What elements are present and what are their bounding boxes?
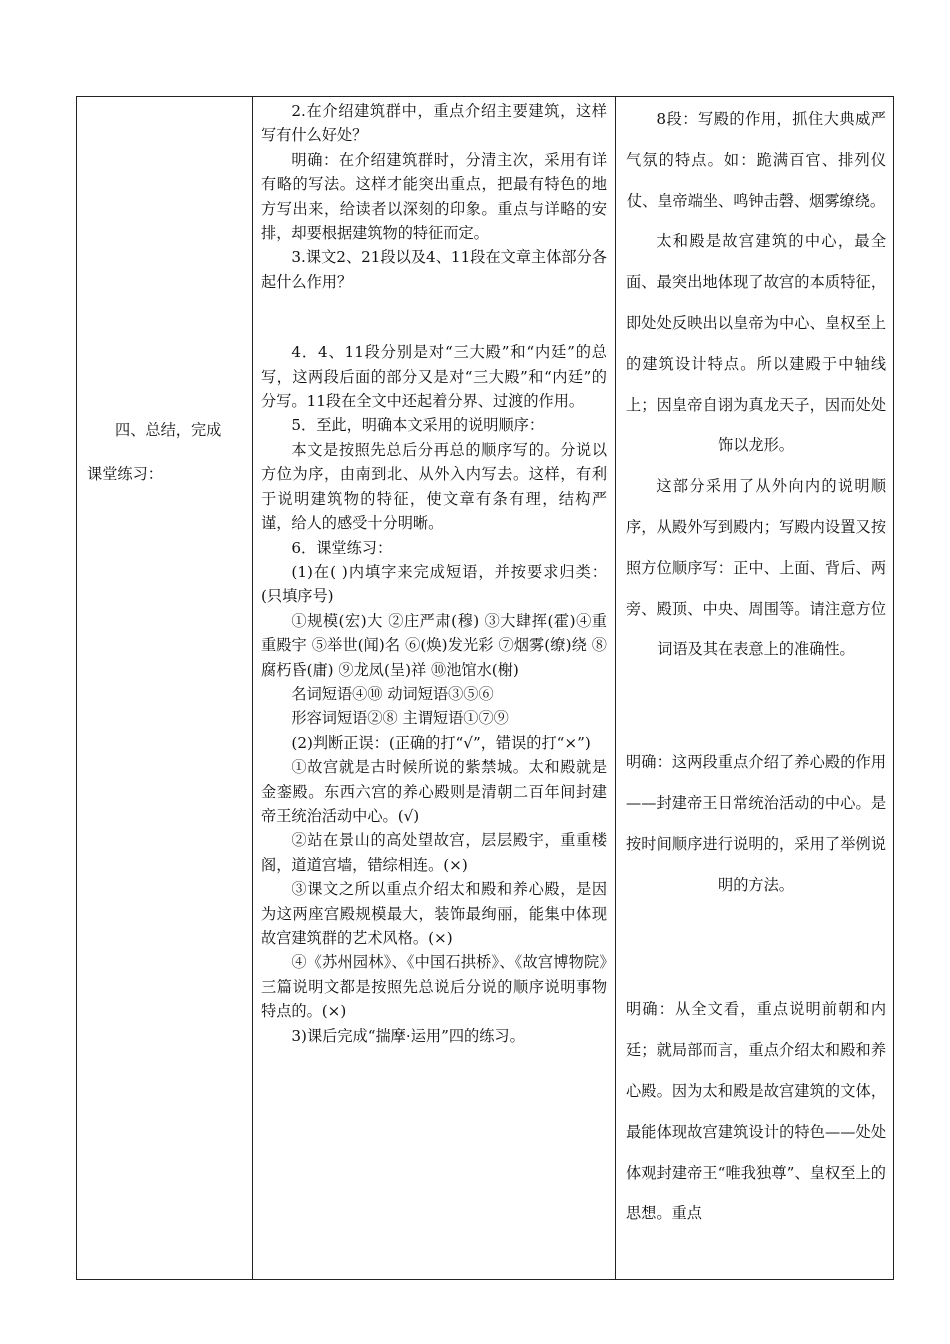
content-paragraph: 3.课文2、21段以及4、11段在文章主体部分各起什么作用？ — [261, 248, 607, 291]
content-paragraph: 名词短语④⑩ 动词短语③⑤⑥ — [291, 684, 494, 703]
content-paragraph: 4．4、11段分别是对“三大殿”和“内廷”的总写，这两段后面的部分又是对“三大殿”和“内廷”的分写。11段在全文中还起着分界、过渡的作用。 — [261, 343, 607, 411]
note-paragraph: 明确：这两段重点介绍了养心殿的作用——封建帝王日常统治活动的中心。是按时间顺序进行说明的，采用了举例说明的方法。 — [626, 753, 886, 894]
section-label-line1: 四、总结，完成 — [115, 421, 222, 439]
content-paragraph: 6．课堂练习： — [291, 538, 393, 557]
note-paragraph: 太和殿是故宫建筑的中心，最全面、最突出地体现了故宫的本质特征，即处处反映出以皇帝为中心、皇权至上的建筑设计特点。所以建殿于中轴线上；因皇帝自诩为真龙天子，因而处处饰以龙形。 — [626, 232, 886, 455]
content-paragraph: 2.在介绍建筑群中，重点介绍主要建筑，这样写有什么好处？ — [261, 102, 607, 145]
content-paragraph: ①故宫就是古时候所说的紫禁城。太和殿就是金銮殿。东西六宫的养心殿则是清朝二百年间封建帝王统治活动中心。(√) — [261, 758, 607, 825]
content-paragraph: 形容词短语②⑧ 主谓短语①⑦⑨ — [291, 709, 509, 728]
content-paragraph: (2)判断正误：(正确的打“√”，错误的打“×”) — [291, 733, 591, 752]
note-paragraph: 明确：从全文看，重点说明前朝和内廷；就局部而言，重点介绍太和殿和养心殿。因为太和殿是故宫建筑的文体，最能体现故宫建筑设计的特色——处处体观封建帝王“唯我独尊”、皇权至上的思想。重点 — [626, 1000, 886, 1223]
content-paragraph: ④《苏州园林》、《中国石拱桥》、《故宫博物院》三篇说明文都是按照先总说后分说的顺序说明事物特点的。(×) — [261, 953, 607, 1021]
section-column — [77, 97, 252, 1279]
section-label-line2: 课堂练习： — [87, 465, 163, 483]
lesson-table — [76, 96, 894, 1280]
content-paragraph: 本文是按照先总后分再总的顺序写的。分说以方位为序，由南到北、从外入内写去。这样，有利于说明建筑物的特征，使文章有条有理，结构严谨，给人的感受十分明晰。 — [261, 440, 607, 533]
teaching-content-column — [253, 97, 615, 1279]
content-paragraph: ③课文之所以重点介绍太和殿和养心殿，是因为这两座宫殿规模最大，装饰最绚丽，能集中体现故宫建筑群的艺术风格。(×) — [261, 880, 607, 947]
note-paragraph: 8段：写殿的作用，抓住大典威严气氛的特点。如：跪满百官、排列仪仗、皇帝端坐、鸣钟击磬、烟雾缭绕。 — [626, 110, 886, 210]
content-paragraph: ①规模(宏)大 ②庄严肃(穆) ③大肆挥(霍)④重重殿宇 ⑤举世(闻)名 ⑥(焕)发光彩 ⑦烟雾(缭)绕 ⑧腐朽昏(庸) ⑨龙凤(呈)祥 ⑩池馆水(榭) — [261, 611, 607, 679]
content-paragraph: ②站在景山的高处望故宫，层层殿宇，重重楼阁，道道宫墙，错综相连。(×) — [261, 831, 607, 874]
notes-column — [616, 97, 894, 1279]
content-paragraph: 3)课后完成“揣摩·运用”四的练习。 — [291, 1026, 525, 1045]
content-paragraph: 明确：在介绍建筑群时，分清主次，采用有详有略的写法。这样才能突出重点，把最有特色的地方写出来，给读者以深刻的印象。重点与详略的安排，却要根据建筑物的特征而定。 — [261, 150, 607, 243]
content-paragraph: 5．至此，明确本文采用的说明顺序： — [291, 416, 545, 435]
note-paragraph: 这部分采用了从外向内的说明顺序，从殿外写到殿内；写殿内设置又按照方位顺序写：正中、上面、背后、两旁、殿顶、中央、周围等。请注意方位词语及其在表意上的准确性。 — [626, 477, 886, 659]
content-paragraph: (1)在( )内填字来完成短语，并按要求归类：(只填序号) — [261, 562, 607, 606]
